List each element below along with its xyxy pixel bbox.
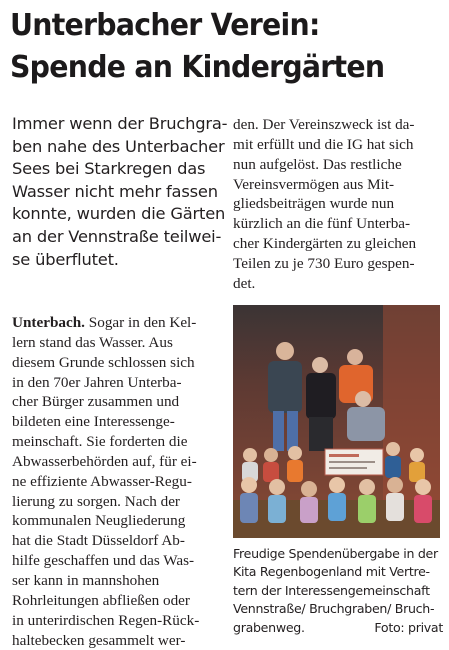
headline: [10, 5, 412, 89]
body-line: hilfe geschaffen und das Was-: [12, 552, 195, 570]
body-line: lierung zu sorgen. Nach der: [12, 492, 180, 510]
body-first-line: [12, 313, 222, 333]
body-line: diesem Grunde schlossen sich: [12, 353, 195, 371]
body-line: lern stand das Wasser. Aus: [12, 333, 173, 351]
body-line: Abwasserbehörden auf, für ei-: [12, 452, 197, 470]
body-line: Vereinsvermögen aus Mit-: [233, 175, 395, 193]
headline-line-2: Spende an Kindergärten: [10, 50, 385, 85]
dateline: Unterbach.: [12, 314, 85, 331]
body-line: det.: [233, 274, 256, 292]
body-column-right: [233, 115, 443, 294]
lead-line: Wasser nicht mehr fassen: [12, 181, 218, 201]
body-line: in den 70er Jahren Unterba-: [12, 373, 182, 391]
body-line: meinschaft. Sie forderten die: [12, 433, 188, 451]
body-line: kürzlich an die fünf Unterba-: [233, 215, 411, 233]
body-line: ser kann in mannshohen: [12, 571, 160, 589]
body-line: mit erfüllt und die IG hat sich: [233, 135, 414, 153]
body-line: ne effiziente Abwasser-Regu-: [12, 472, 192, 490]
caption-line: tern der Interessengemeinschaft: [233, 582, 430, 598]
body-line: gliedsbeiträgen wurde nun: [233, 195, 395, 213]
body-line: cher Kindergärten zu gleichen: [233, 235, 417, 253]
lead-line: ben nahe des Unterbacher: [12, 136, 225, 156]
caption-line: grabenweg.: [233, 619, 305, 635]
body-line: cher Bürger zusammen und: [12, 393, 180, 411]
lead-paragraph: [12, 113, 228, 271]
lead-line: Sees bei Starkregen das: [12, 159, 206, 179]
group-photo-illustration: [233, 305, 440, 538]
body-line: nun aufgelöst. Das restliche: [233, 155, 402, 173]
body-line: Sogar in den Kel-: [84, 314, 197, 331]
body-line: Teilen zu je 730 Euro gespen-: [233, 254, 415, 272]
caption-line: Vennstraße/ Bruchgraben/ Bruch-: [233, 601, 435, 617]
lead-line: konnte, wurden die Gärten: [12, 204, 226, 224]
photo-credit: Foto: privat: [374, 619, 443, 635]
headline-line-1: Unterbacher Verein:: [10, 8, 320, 43]
body-line: den. Der Vereinszweck ist da-: [233, 116, 415, 133]
body-line: kommunalen Neugliederung: [12, 512, 186, 530]
photo-caption: [233, 545, 443, 637]
body-column-left: [12, 313, 222, 650]
body-line: hat die Stadt Düsseldorf Ab-: [12, 532, 185, 550]
body-line: Rohrleitungen abfließen oder: [12, 591, 190, 609]
lead-line: Immer wenn der Bruchgra-: [12, 114, 228, 133]
caption-line: Freudige Spendenübergabe in der: [233, 546, 438, 561]
body-line: bildeten eine Interessenge-: [12, 413, 175, 431]
lead-line: an der Vennstraße teilwei-: [12, 226, 222, 246]
group-photo: [233, 305, 440, 538]
body-line: haltebecken gesammelt wer-: [12, 631, 186, 649]
caption-line: Kita Regenbogenland mit Vertre-: [233, 564, 430, 580]
lead-line: se überflutet.: [12, 249, 119, 269]
caption-last-line: [233, 619, 443, 637]
body-line: in unterirdischen Regen-Rück-: [12, 611, 200, 629]
